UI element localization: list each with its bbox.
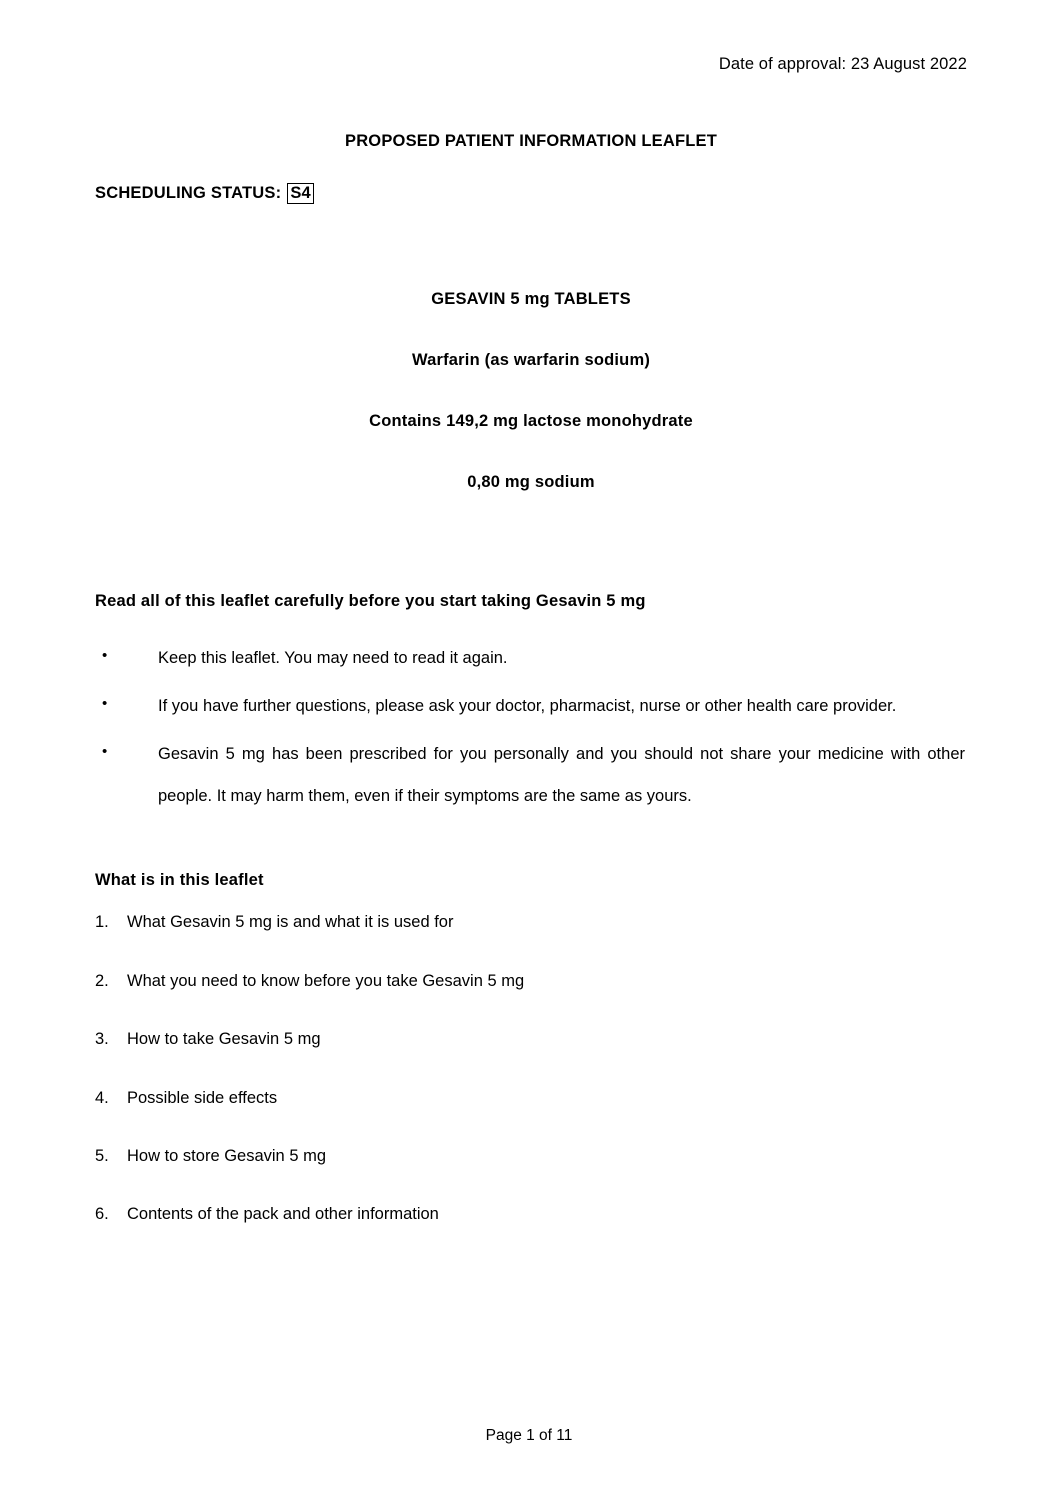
list-item: • If you have further questions, please ask your doctor, pharmacist, nurse or other health care provider.: [95, 685, 967, 727]
toc-number: 1.: [95, 913, 109, 932]
read-carefully-heading: Read all of this leaflet carefully before you start taking Gesavin 5 mg: [95, 591, 646, 610]
list-item: • Gesavin 5 mg has been prescribed for you personally and you should not share your medicine with other people. It may harm them, even if their symptoms are the same as yours.: [95, 733, 967, 817]
toc-label: What you need to know before you take Gesavin 5 mg: [127, 971, 525, 990]
leaflet-contents-heading: What is in this leaflet: [95, 871, 264, 890]
sodium-content: 0,80 mg sodium: [467, 472, 595, 491]
list-item: • Keep this leaflet. You may need to read it again.: [95, 637, 967, 679]
lactose-content: Contains 149,2 mg lactose monohydrate: [369, 411, 693, 430]
toc-label: Contents of the pack and other information: [127, 1205, 439, 1224]
scheduling-status-label: SCHEDULING STATUS:: [95, 184, 282, 202]
toc-number: 4.: [95, 1088, 109, 1107]
list-item: [95, 971, 967, 992]
toc-number: 6.: [95, 1205, 109, 1224]
product-details: [95, 290, 967, 492]
list-item: [95, 1029, 967, 1050]
list-item: [95, 1146, 967, 1167]
page-footer: Page 1 of 11: [485, 1427, 573, 1444]
table-of-contents: [95, 912, 967, 1226]
scheduling-status-badge: S4: [287, 183, 314, 204]
list-item: [95, 1088, 967, 1109]
scheduling-status: [95, 183, 967, 204]
page-content: [95, 0, 967, 1263]
list-item: [95, 1204, 967, 1225]
approval-date: Date of approval: 23 August 2022: [718, 55, 967, 73]
toc-label: How to take Gesavin 5 mg: [127, 1030, 321, 1049]
toc-number: 3.: [95, 1030, 109, 1049]
toc-label: How to store Gesavin 5 mg: [127, 1146, 326, 1165]
toc-number: 2.: [95, 971, 109, 990]
toc-number: 5.: [95, 1146, 109, 1165]
page-title: PROPOSED PATIENT INFORMATION LEAFLET: [344, 132, 718, 150]
toc-label: Possible side effects: [127, 1088, 278, 1107]
product-name: GESAVIN 5 mg TABLETS: [431, 289, 631, 308]
toc-label: What Gesavin 5 mg is and what it is used for: [127, 913, 454, 932]
instructions-list: [95, 637, 967, 817]
active-ingredient: Warfarin (as warfarin sodium): [411, 350, 651, 369]
list-item: [95, 912, 967, 933]
